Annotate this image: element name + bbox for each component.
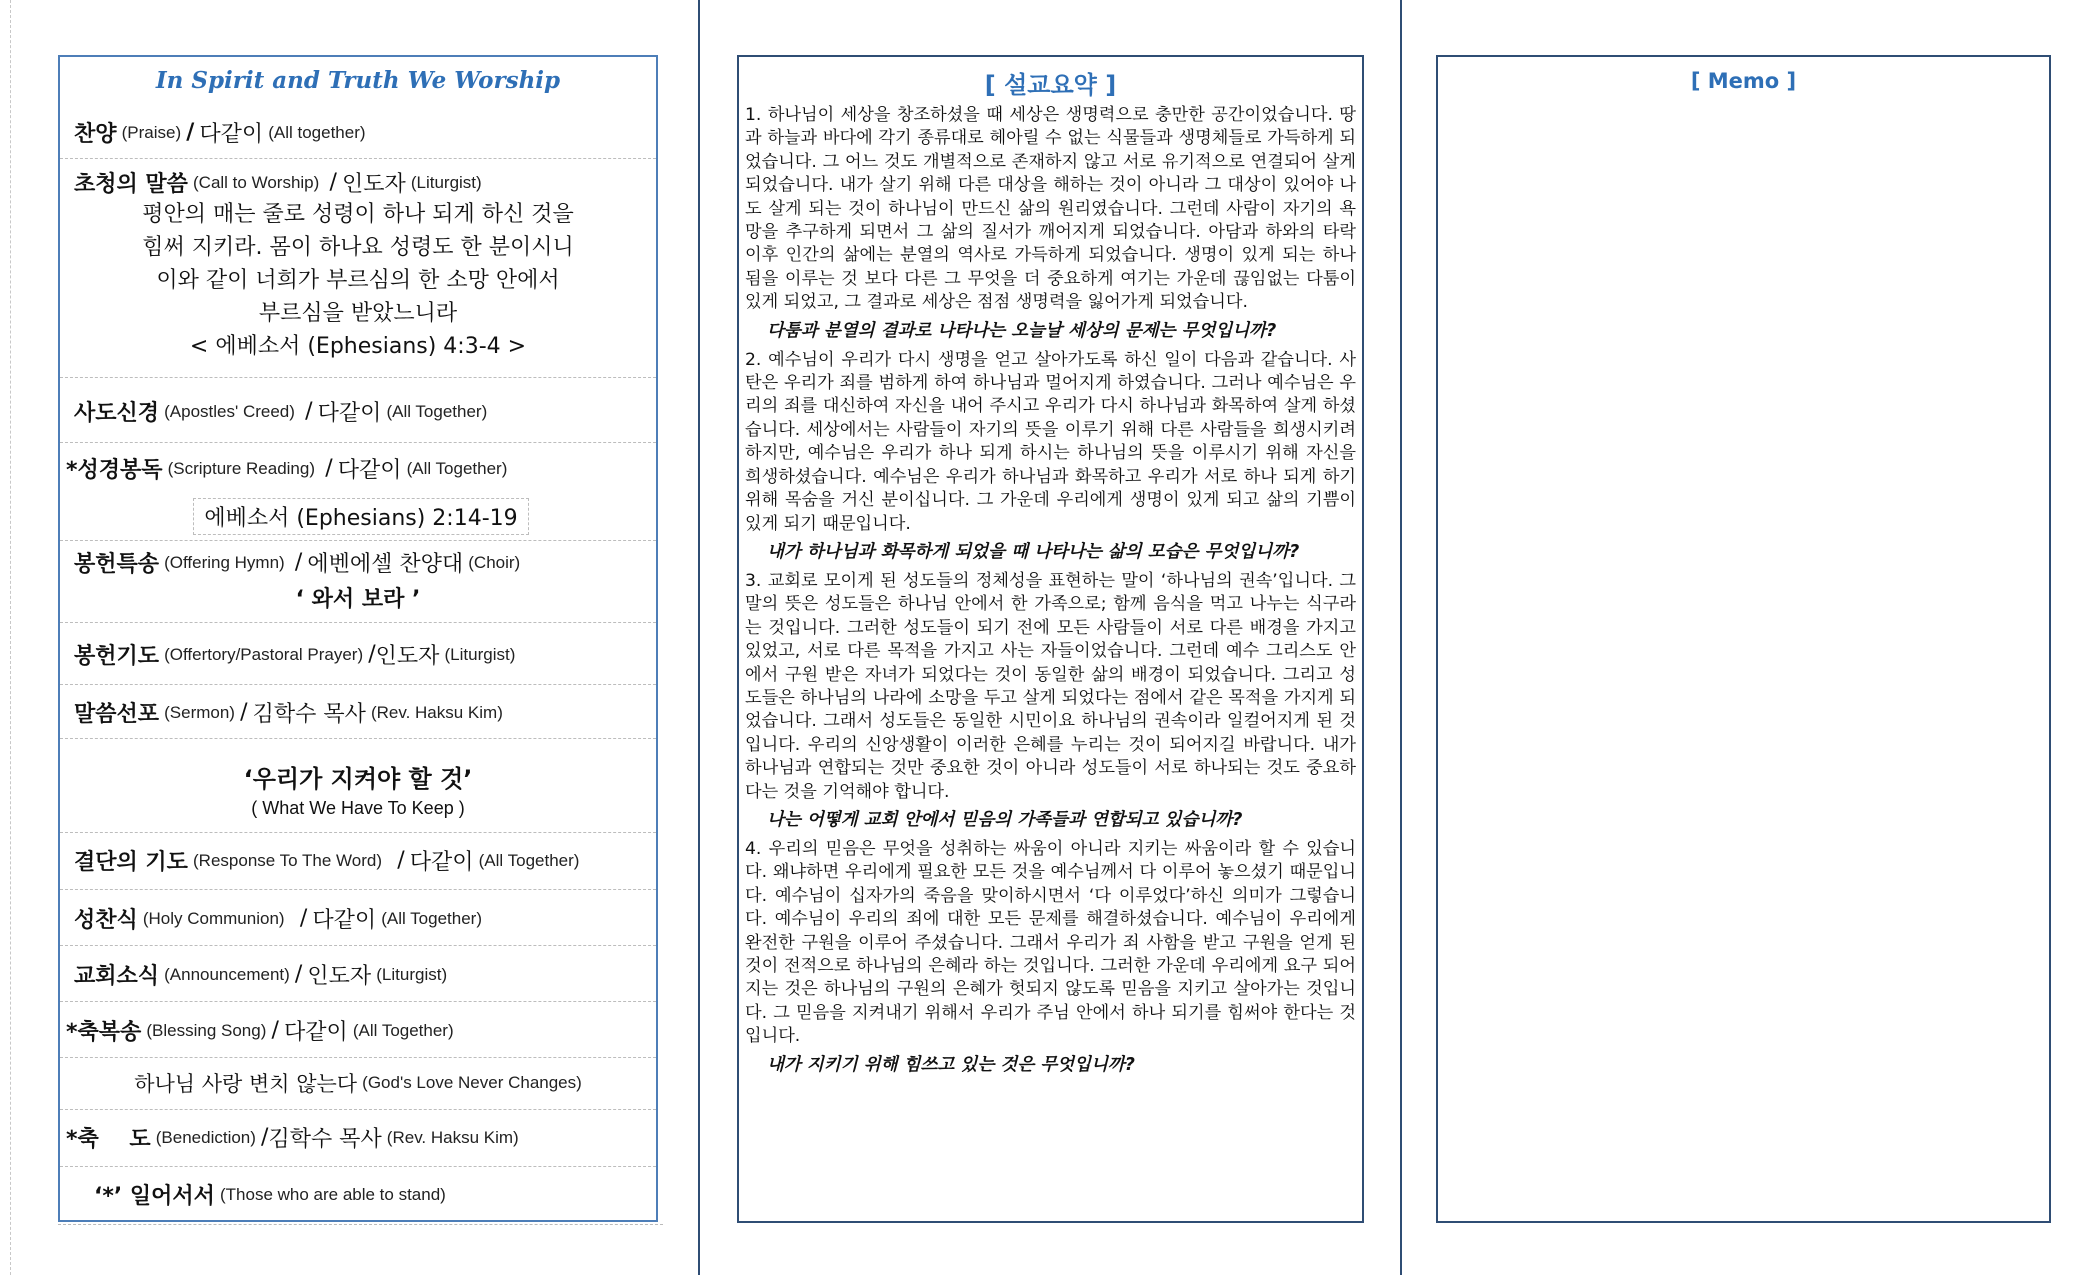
item-en: (Sermon) <box>164 702 235 722</box>
leader-en: (Liturgist) <box>410 172 482 192</box>
item-en: (Scripture Reading) <box>167 458 316 478</box>
summary-paragraph: 4. 우리의 믿음은 무엇을 성취하는 싸움이 아니라 지키는 싸움이라 할 수 있습니다. 왜냐하면 우리에게 필요한 모든 것을 예수님께서 다 이루어 놓으셨기 때문입니다. 예수님이 십자가의 죽음을 맞이하시면서 ‘다 이루었다’하신 의미가 그렇습니다. 예수님이 우리의 죄에 대한 모든 문제를 해결하셨습니다. 예수님이 우리에게 완전한 구원을 이루어 주셨습니다. 그래서 우리가 죄 사함을 받고 구원을 얻게 된 것이 전적으로 하나님의 은혜라 하는 것입니다. 그러한 가운데 우리에게 요구 되어지는 것은 하나님의 구원의 은혜가 헛되지 않도록 믿음을 지키고 살아가는 것입니다. 그 믿음을 지켜내기 위해서 우리가 주님 안에서 하나 되기를 힘써야 한다는 것입니다. <box>745 838 1356 1047</box>
separator: / <box>329 170 337 195</box>
item-en: (Apostles' Creed) <box>164 401 295 421</box>
item-call-to-worship <box>60 159 656 378</box>
summary-paragraph: 3. 교회로 모이게 된 성도들의 정체성을 표현하는 말이 ‘하나님의 권속’입니다. 그 말의 뜻은 성도들은 하나님 안에서 한 가족으로; 함께 음식을 먹고 나누는 식구라는 것입니다. 그러한 성도들이 되기 전에 모든 사람들이 서로 다른 배경을 가지고 있었고, 서로 다른 목적을 가지고 사는 자들이었습니다. 그런데 예수 그리스도 안에서 구원 받은 자녀가 되었다는 것이 동일한 삶의 배경이 되었습니다. 그리고 성도들은 하나님의 나라에 소망을 두고 살게 되었다는 점에서 같은 목적을 가지게 되었습니다. 그래서 성도들은 동일한 시민이요 하나님의 권속이라 일컬어지게 된 것입니다. 우리의 신앙생활이 이러한 은혜를 누리는 것이 되어지길 바랍니다. 내가 하나님과 연합되는 것만 중요한 것이 아니라 성도들이 서로 하나되는 것도 중요하다는 것을 기억해야 합니다. <box>745 570 1356 802</box>
leader-en: (Liturgist) <box>376 964 448 984</box>
separator: / <box>271 1018 279 1043</box>
leader-en: (All Together) <box>352 1020 454 1040</box>
panel-dashed-edge <box>58 1224 663 1225</box>
summary-title: [ 설교요약 ] <box>984 71 1117 99</box>
separator: / <box>261 1125 269 1150</box>
item-announcement <box>60 946 656 1002</box>
item-kr: *축복송 <box>66 1020 142 1045</box>
item-en: (Response To The Word) <box>193 850 382 870</box>
sermon-subtitle: ( What We Have To Keep ) <box>251 798 465 818</box>
item-sermon-title <box>60 739 656 833</box>
leader-en: (All Together) <box>386 401 488 421</box>
leader: 인도자 <box>341 172 406 197</box>
reflection-question: 나는 어떻게 교회 안에서 믿음의 가족들과 연합되고 있습니까? <box>767 809 1243 830</box>
fold-line-1 <box>698 0 700 1275</box>
item-kr: *성경봉독 <box>66 458 163 483</box>
sermon-title: ‘우리가 지켜야 할 것’ <box>243 765 473 793</box>
separator: / <box>294 550 303 575</box>
worship-order-panel <box>58 55 658 1222</box>
sermon-summary-panel <box>737 55 1364 1223</box>
stand-note-en: (Those who are able to stand) <box>219 1184 446 1204</box>
item-en: (Blessing Song) <box>146 1020 267 1040</box>
item-sermon <box>60 685 656 739</box>
leader-en: (All together) <box>268 122 366 142</box>
item-kr: 초청의 말씀 <box>74 172 188 197</box>
leader-en: (Choir) <box>468 552 521 572</box>
separator: / <box>186 120 195 145</box>
separator: / <box>299 906 308 931</box>
item-kr: 봉헌기도 <box>74 644 160 669</box>
summary-paragraph: 2. 예수님이 우리가 다시 생명을 얻고 살아가도록 하신 일이 다음과 같습니다. 사탄은 우리가 죄를 범하게 하여 하나님과 멀어지게 하였습니다. 그러나 예수님은 우리의 죄를 대신하여 자신을 내어 주시고 우리가 다시 하나님과 화목하여 살게 하셨습니다. 세상에서는 사람들이 자기의 뜻을 이루기 위해 다른 사람들을 희생시키려 하지만, 예수님은 우리가 하나 되게 하시는 하나님의 뜻을 이루시기 위해 자신을 희생하셨습니다. 예수님은 우리가 하나님과 화목하고 우리가 서로 하나 되게 하기 위해 목숨을 거신 분이십니다. 그 가운데 우리에게 생명이 있게 되고 삶의 기쁨이 있게 되기 때문입니다. <box>745 349 1356 534</box>
item-en: (Holy Communion) <box>142 908 285 928</box>
item-en: (Call to Worship) <box>193 172 320 192</box>
memo-panel <box>1436 55 2051 1223</box>
item-scripture-reading <box>60 443 656 541</box>
leader: 다같이 <box>337 458 402 483</box>
item-en: (Announcement) <box>164 964 290 984</box>
reflection-question: 다툼과 분열의 결과로 나타나는 오늘날 세상의 문제는 무엇입니까? <box>767 320 1277 341</box>
item-offertory-prayer <box>60 623 656 685</box>
item-holy-communion <box>60 890 656 946</box>
item-en: (Offertory/Pastoral Prayer) <box>164 644 364 664</box>
leader: 김학수 목사 <box>268 1127 382 1152</box>
item-en: (Offering Hymn) <box>164 552 285 572</box>
item-kr: 찬양 <box>74 122 117 147</box>
leader-en: (Liturgist) <box>444 644 516 664</box>
item-kr: 말씀선포 <box>74 702 160 727</box>
verse-line: 부르심을 받았느니라 <box>258 301 458 326</box>
song-title-en: (God's Love Never Changes) <box>362 1073 582 1092</box>
item-stand-note <box>60 1167 656 1207</box>
item-kr: 성찬식 <box>74 908 138 933</box>
item-kr: 교회소식 <box>74 964 160 989</box>
item-kr: 사도신경 <box>74 401 160 426</box>
separator: / <box>305 399 313 424</box>
separator: / <box>294 962 303 987</box>
verse-line: 이와 같이 너희가 부르심의 한 소망 안에서 <box>156 268 560 293</box>
item-response <box>60 833 656 890</box>
item-praise <box>60 105 656 159</box>
leader: 다같이 <box>199 122 264 147</box>
hymn-title: ‘ 와서 보라 ’ <box>295 587 421 612</box>
item-blessing-song <box>60 1002 656 1058</box>
leader-en: (All Together) <box>478 850 580 870</box>
leader: 다같이 <box>312 908 377 933</box>
leader: 김학수 목사 <box>252 702 366 727</box>
item-blessing-song-title <box>60 1058 656 1110</box>
worship-title: In Spirit and Truth We Worship <box>155 67 561 94</box>
leader: 인도자 <box>375 644 440 669</box>
summary-paragraph: 1. 하나님이 세상을 창조하셨을 때 세상은 생명력으로 충만한 공간이었습니다. 땅과 하늘과 바다에 각기 종류대로 헤아릴 수 없는 식물들과 생명체들로 가득하게 되었습니다. 그 어느 것도 개별적으로 존재하지 않고 서로 유기적으로 연결되어 살게 되었습니다. 내가 살기 위해 다른 대상을 해하는 것이 아니라 그 대상이 있어야 나도 살게 되는 것이 하나님이 만드신 삶의 원리였습니다. 그런데 사람이 자기의 욕망을 추구하게 되면서 그 삶의 질서가 깨어지게 되었습니다. 아담과 하와의 타락 이후 인간의 삶에는 분열의 역사로 가득하게 되었습니다. 생명이 있게 되는 하나 됨을 이루는 것 보다 다른 그 무엇을 더 중요하게 여기는 가운데 끊임없는 다툼이 있게 되었고, 그 결과로 세상은 점점 생명력을 잃어가게 되었습니다. <box>745 105 1356 313</box>
leader: 다같이 <box>409 850 474 875</box>
leader: 에벤에셀 찬양대 <box>307 552 464 577</box>
verse-line: 평안의 매는 줄로 성령이 하나 되게 하신 것을 <box>142 202 574 227</box>
verse-line: 힘써 지키라. 몸이 하나요 성령도 한 분이시니 <box>142 235 574 260</box>
separator: / <box>368 642 376 667</box>
item-apostles-creed <box>60 378 656 443</box>
leader-en: (Rev. Haksu Kim) <box>386 1127 519 1147</box>
item-offering-hymn <box>60 541 656 623</box>
reflection-question: 내가 하나님과 화목하게 되었을 때 나타나는 삶의 모습은 무엇입니까? <box>767 541 1300 562</box>
leader-en: (All Together) <box>406 458 508 478</box>
separator: / <box>240 700 248 725</box>
fold-guide-left <box>10 0 11 1275</box>
leader: 다같이 <box>283 1020 348 1045</box>
item-kr: 결단의 기도 <box>74 850 188 875</box>
scripture-reference: 에베소서 (Ephesians) 2:14-19 <box>193 498 528 535</box>
leader-en: (All Together) <box>381 908 482 928</box>
item-en: (Praise) <box>121 122 182 142</box>
item-kr: 봉헌특송 <box>74 552 160 577</box>
song-title: 하나님 사랑 변치 않는다 <box>134 1072 358 1096</box>
item-benediction <box>60 1110 656 1167</box>
stand-note-kr: ‘*’ 일어서서 <box>94 1184 215 1209</box>
item-en: (Benediction) <box>155 1127 256 1147</box>
separator: / <box>397 848 405 873</box>
leader: 인도자 <box>307 964 372 989</box>
leader: 다같이 <box>317 401 382 426</box>
verse-reference: < 에베소서 (Ephesians) 4:3-4 > <box>189 334 527 359</box>
separator: / <box>325 456 333 481</box>
leader-en: (Rev. Haksu Kim) <box>370 702 503 722</box>
memo-title: [ Memo ] <box>1690 69 1797 93</box>
item-kr: *축 도 <box>66 1127 151 1152</box>
fold-line-2 <box>1400 0 1402 1275</box>
reflection-question: 내가 지키기 위해 힘쓰고 있는 것은 무엇입니까? <box>767 1054 1135 1075</box>
